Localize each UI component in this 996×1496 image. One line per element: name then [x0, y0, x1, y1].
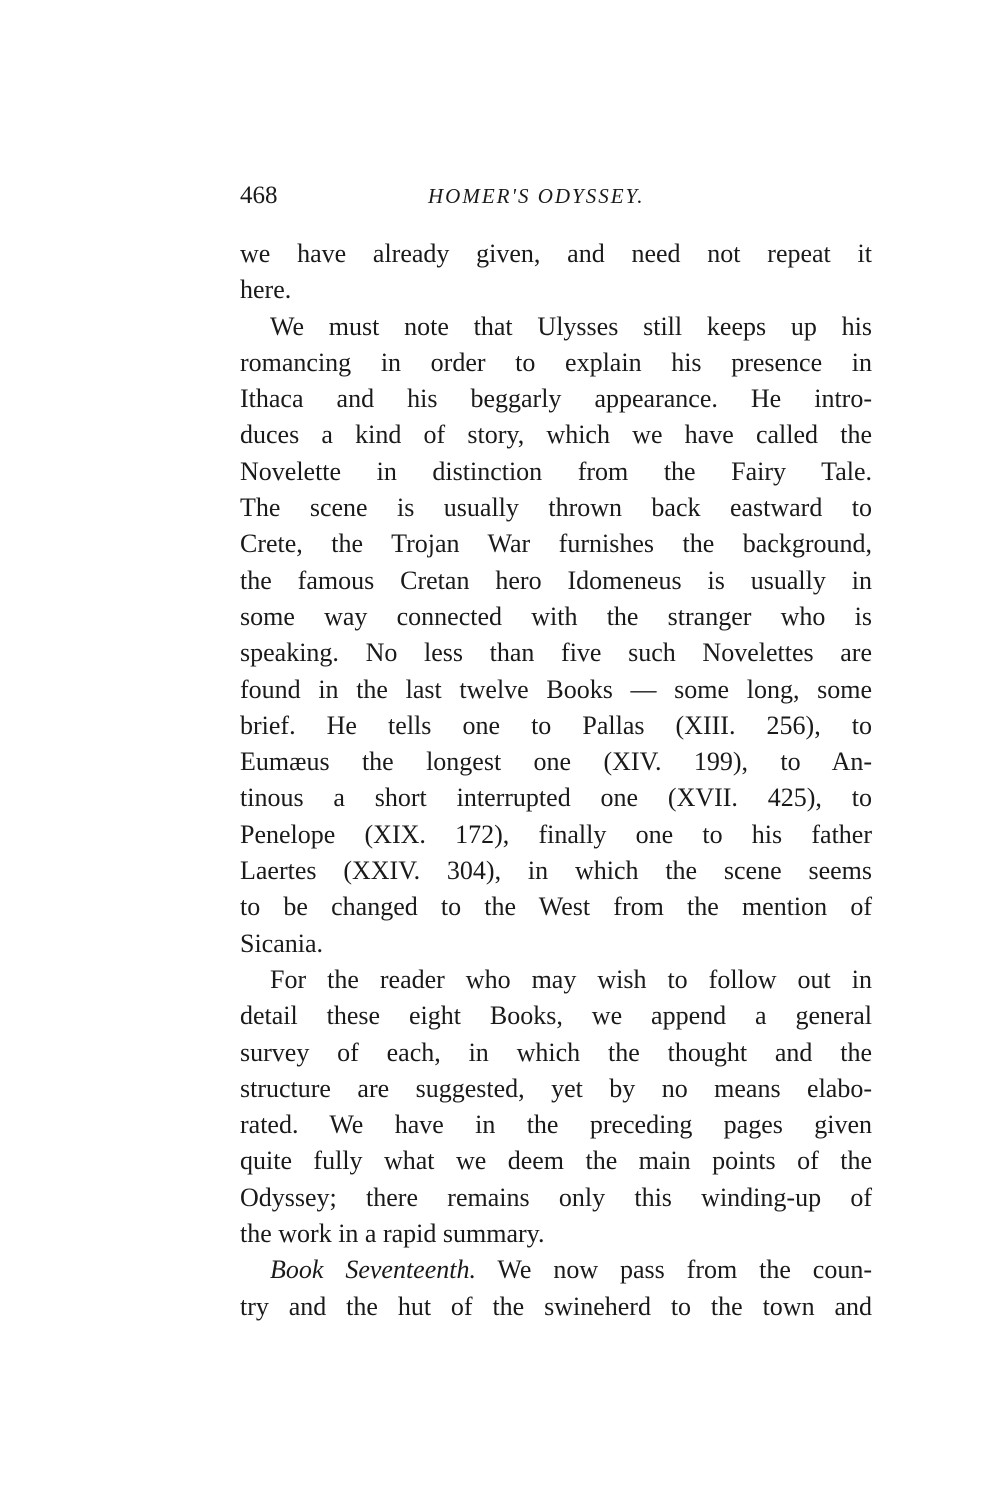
text-line: found in the last twelve Books — some long, some [240, 674, 872, 704]
text-line: survey of each, in which the thought and the [240, 1037, 872, 1067]
book-heading-line [240, 1252, 872, 1288]
text-line: detail these eight Books, we append a general [240, 1001, 872, 1031]
text-line: brief. He tells one to Pallas (XIII. 256), to [240, 710, 872, 740]
paragraph-first-line: For the reader who may wish to follow out in [270, 964, 872, 994]
text-line: romancing in order to explain his presence in [240, 347, 872, 377]
text-line: Penelope (XIX. 172), finally one to his father [240, 819, 872, 849]
text-line: Eumæus the longest one (XIV. 199), to An- [240, 747, 872, 777]
page-header [240, 178, 872, 214]
text-line: duces a kind of story, which we have called the [240, 420, 872, 450]
text-line: we have already given, and need not repeat it [240, 239, 872, 268]
text-line: Ithaca and his beggarly appearance. He intro- [240, 384, 872, 414]
page-number: 468 [240, 182, 278, 209]
text-line: some way connected with the stranger who is [240, 601, 872, 631]
text-line: tinous a short interrupted one (XVII. 425), to [240, 783, 872, 813]
text-line: Novelette in distinction from the Fairy Tale. [240, 456, 872, 486]
text-line: to be changed to the West from the mention of [240, 892, 872, 922]
book-heading: Book Seventeenth. [270, 1255, 476, 1285]
text-fragment: We now pass from the coun- [497, 1255, 872, 1285]
text-line: quite fully what we deem the main points of the [240, 1146, 872, 1176]
text-line: The scene is usually thrown back eastward to [240, 493, 872, 523]
text-line: structure are suggested, yet by no means elabo- [240, 1073, 872, 1103]
text-line: Crete, the Trojan War furnishes the background, [240, 529, 872, 559]
text-line: the famous Cretan hero Idomeneus is usually in [240, 565, 872, 595]
text-line: here. [240, 275, 292, 305]
text-line: Laertes (XXIV. 304), in which the scene seems [240, 856, 872, 886]
text-line: speaking. No less than five such Novelettes are [240, 638, 872, 668]
running-title: HOMER'S ODYSSEY. [428, 184, 645, 208]
paragraph-first-line: We must note that Ulysses still keeps up his [270, 311, 872, 341]
text-line: the work in a rapid summary. [240, 1219, 545, 1249]
text-line: Sicania. [240, 928, 324, 958]
text-line: rated. We have in the preceding pages given [240, 1110, 872, 1140]
text-line: try and the hut of the swineherd to the town and [240, 1291, 872, 1321]
body-text [240, 236, 872, 1325]
text-line: Odyssey; there remains only this winding-up of [240, 1182, 872, 1212]
